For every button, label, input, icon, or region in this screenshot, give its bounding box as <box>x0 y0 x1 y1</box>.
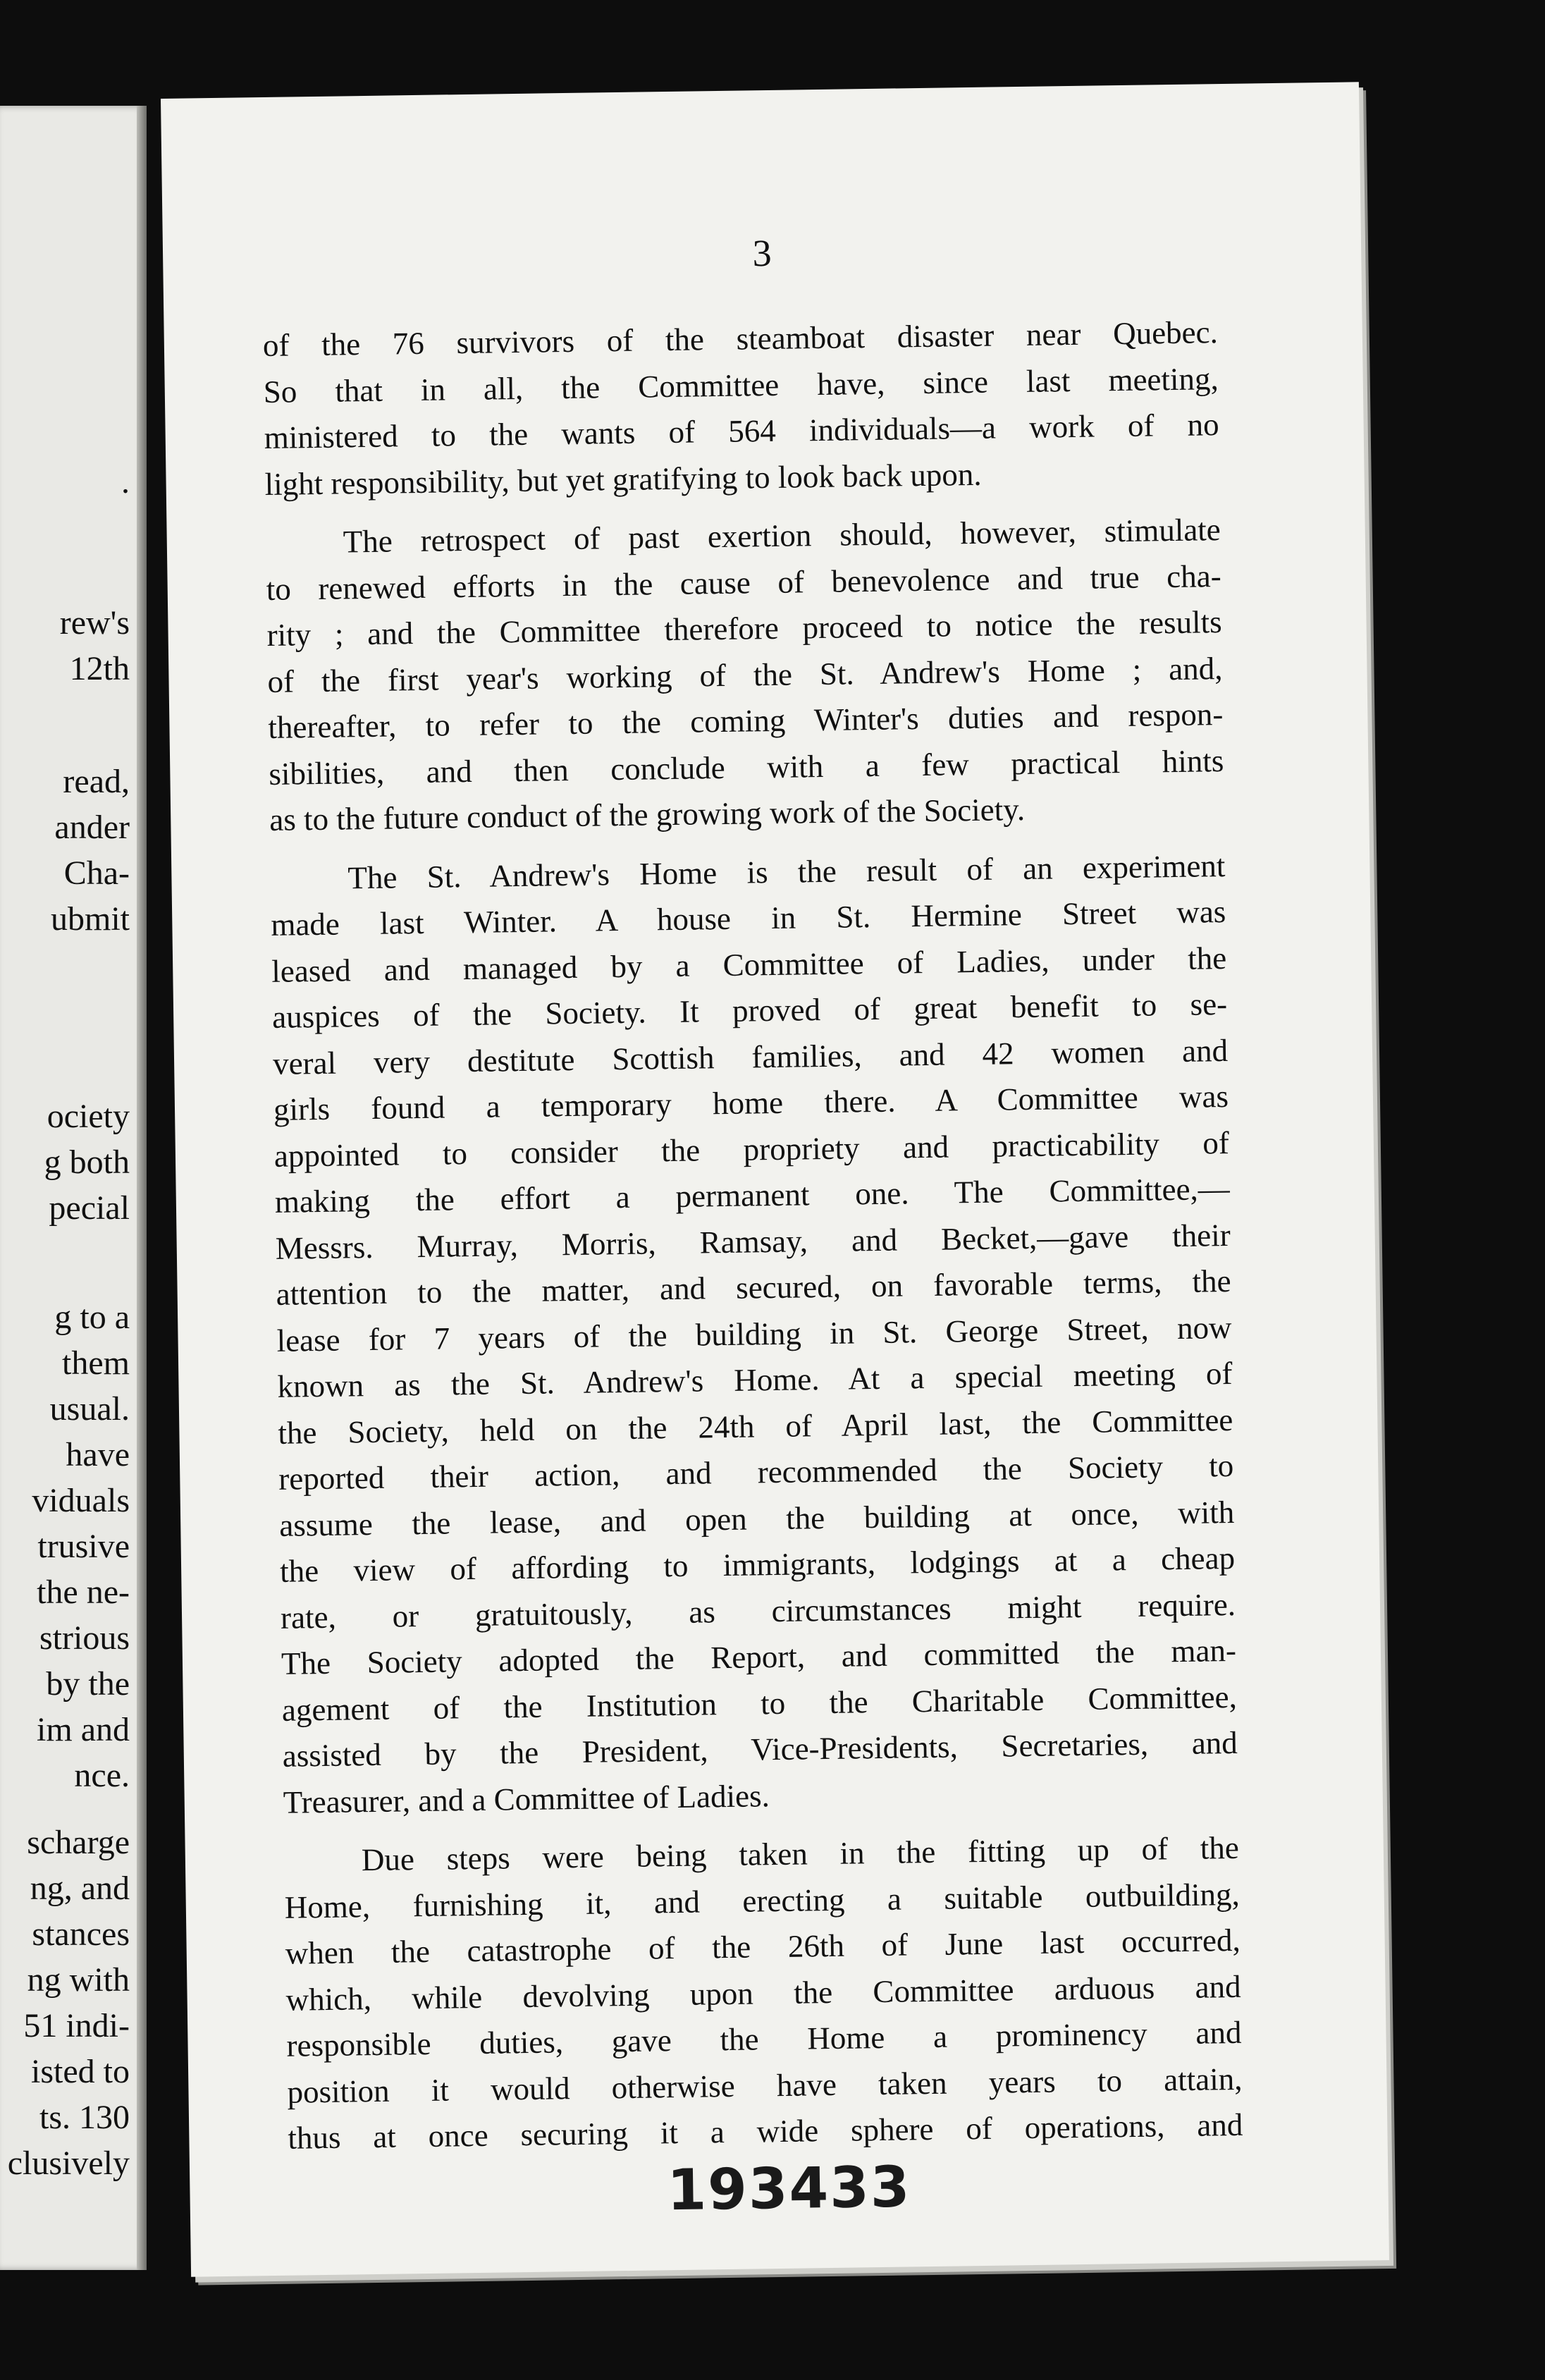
text-line: of the first year's working of the St. Andrew's Home ; and, <box>267 650 1223 699</box>
text-line: appointed to consider the propriety and practicability of <box>273 1124 1230 1174</box>
text-line: light responsibility, but yet gratifying to look back upon. <box>264 456 982 502</box>
text-line: Treasurer, and a Committee of Ladies. <box>283 1777 770 1820</box>
text-line: responsible duties, gave the Home a prominency and <box>286 2014 1242 2063</box>
left-page-fragment: pecial <box>49 1189 130 1227</box>
text-line: sibilities, and then conclude with a few practical hints <box>269 742 1224 792</box>
left-page-fragment: g both <box>44 1143 130 1181</box>
text-line: rity ; and the Committee therefore proceed to notice the results <box>266 604 1222 653</box>
text-line: which, while devolving upon the Committee arduous and <box>285 1968 1241 2018</box>
text-line: assume the lease, and open the building at once, with <box>278 1494 1235 1543</box>
text-line: thus at once securing it a wide sphere of operations, and <box>288 2106 1243 2156</box>
left-page-fragment: trusive <box>37 1528 130 1565</box>
left-page-fragment: isted to <box>31 2053 130 2090</box>
left-page-fragment: im and <box>37 1711 130 1748</box>
left-facing-page <box>0 106 147 2270</box>
text-line: when the catastrophe of the 26th of June last occurred, <box>285 1922 1241 1971</box>
left-page-fragment: Cha- <box>63 854 130 892</box>
text-line: girls found a temporary home there. A Committee was <box>273 1078 1229 1127</box>
left-page-fragment: ng, and <box>30 1870 130 1907</box>
text-line: of the 76 survivors of the steamboat disaster near Quebec. <box>262 314 1219 364</box>
left-page-fragment: ociety <box>47 1098 130 1135</box>
left-page-fragment: rew's <box>59 604 130 642</box>
text-line: the view of affording to immigrants, lodgings at a cheap <box>279 1540 1236 1589</box>
text-line: auspices of the Society. It proved of great benefit to se- <box>271 986 1228 1035</box>
text-line: as to the future conduct of the growing work of the Society. <box>269 791 1026 838</box>
text-line: assisted by the President, Vice-Presidents, Secretaries, and <box>282 1724 1238 1774</box>
text-line: The St. Andrew's Home is the result of an experiment <box>347 847 1226 895</box>
left-page-fragment: nce. <box>74 1757 130 1794</box>
text-line: made last Winter. A house in St. Hermine Street was <box>271 894 1226 943</box>
text-line: ministered to the wants of 564 individuals—a work of no <box>264 407 1219 455</box>
text-line: lease for 7 years of the building in St. George Street, now <box>276 1309 1232 1358</box>
left-page-fragment: g to a <box>54 1299 130 1336</box>
left-page-fragment: stances <box>32 1915 130 1953</box>
text-line: known as the St. Andrew's Home. At a special meeting of <box>277 1355 1233 1404</box>
paragraph <box>262 309 1220 508</box>
text-line: The retrospect of past exertion should, however, stimulate <box>343 512 1221 560</box>
text-line: Messrs. Murray, Morris, Ramsay, and Becket,—gave their <box>275 1217 1231 1266</box>
text-line: Due steps were being taken in the fitting up of the <box>361 1829 1240 1878</box>
left-page-fragment: ubmit <box>50 900 130 938</box>
left-page-fragment: read, <box>63 763 130 800</box>
left-page-fragment: ts. 130 <box>39 2099 130 2136</box>
text-line: rate, or gratuitously, as circumstances might require. <box>280 1586 1236 1636</box>
left-page-fragment: them <box>62 1344 130 1382</box>
book-gutter <box>137 106 147 2270</box>
text-line: position it would otherwise have taken years to attain, <box>287 2061 1243 2110</box>
left-page-fragment: viduals <box>32 1482 130 1519</box>
paragraph <box>270 843 1238 1826</box>
text-line: reported their action, and recommended the Society to <box>278 1447 1234 1497</box>
left-page-fragment: by the <box>46 1665 130 1703</box>
text-line: to renewed efforts in the cause of benevolence and true cha- <box>266 558 1221 607</box>
paragraph <box>265 507 1224 843</box>
left-page-fragment: strious <box>39 1619 130 1657</box>
accession-stamp-number: 193433 <box>666 2154 912 2223</box>
text-line: leased and managed by a Committee of Ladies, under the <box>271 940 1227 989</box>
text-line: The Society adopted the Report, and committed the man- <box>281 1632 1237 1681</box>
page-body-text <box>262 309 1243 2161</box>
left-page-fragment: . <box>121 463 130 501</box>
left-page-fragment: clusively <box>7 2145 130 2182</box>
text-line: the Society, held on the 24th of April last, the Committee <box>278 1401 1233 1451</box>
left-page-fragment: 51 indi- <box>23 2007 130 2044</box>
text-line: So that in all, the Committee have, since last meeting, <box>263 360 1219 410</box>
text-line: veral very destitute Scottish families, and 42 women and <box>272 1032 1229 1081</box>
left-page-fragment: have <box>66 1436 130 1473</box>
left-page-fragment: scharge <box>27 1824 130 1861</box>
paragraph <box>283 1825 1243 2161</box>
main-page <box>161 82 1389 2276</box>
left-page-fragment: ander <box>54 809 130 846</box>
left-page-fragment: usual. <box>49 1390 130 1428</box>
text-line: attention to the matter, and secured, on favorable terms, the <box>276 1263 1231 1312</box>
text-line: making the effort a permanent one. The Committee,— <box>274 1170 1231 1220</box>
left-page-fragment: ng with <box>27 1961 130 1999</box>
text-line: Home, furnishing it, and erecting a suitable outbuilding, <box>284 1876 1241 1925</box>
page-number: 3 <box>752 231 772 275</box>
left-page-fragment: the ne- <box>37 1574 130 1611</box>
left-page-fragment: 12th <box>69 650 130 687</box>
text-line: agement of the Institution to the Charitable Committee, <box>281 1679 1238 1728</box>
text-line: thereafter, to refer to the coming Winter's duties and respon- <box>268 697 1224 745</box>
